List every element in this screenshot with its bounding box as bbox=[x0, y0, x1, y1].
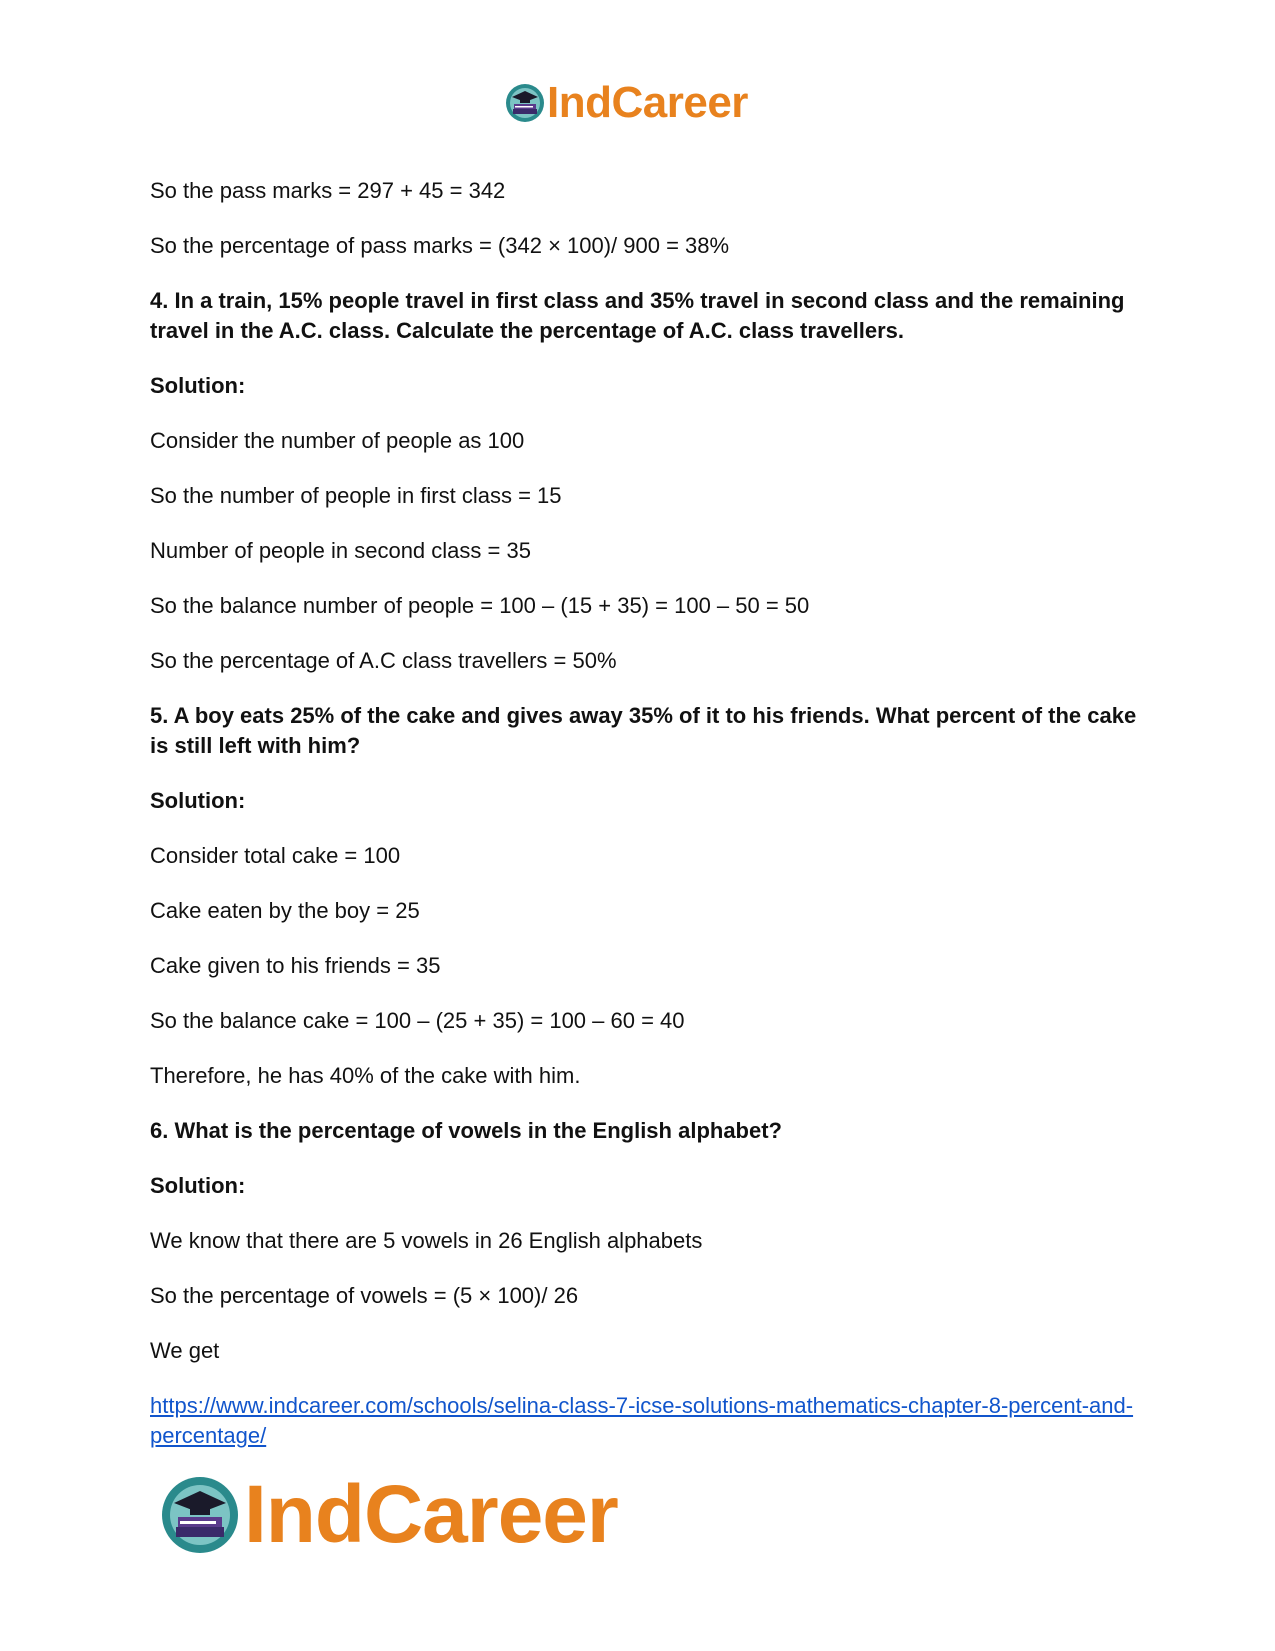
text-line: So the number of people in first class = 15 bbox=[150, 483, 562, 508]
solution-label: Solution: bbox=[150, 373, 246, 398]
text-line: Consider the number of people as 100 bbox=[150, 428, 525, 453]
text-line: So the balance number of people = 100 – (15 + 35) = 100 – 50 = 50 bbox=[150, 593, 810, 618]
text-line: So the pass marks = 297 + 45 = 342 bbox=[150, 178, 506, 203]
text-line: Number of people in second class = 35 bbox=[150, 538, 531, 563]
text-line: So the balance cake = 100 – (25 + 35) = 100 – 60 = 40 bbox=[150, 1008, 685, 1033]
text-line: Cake eaten by the boy = 25 bbox=[150, 898, 420, 923]
solution-label: Solution: bbox=[150, 1173, 246, 1198]
footer-logo-wordmark: IndCareer bbox=[244, 1469, 618, 1560]
text-line: Cake given to his friends = 35 bbox=[150, 953, 441, 978]
question-heading: 4. In a train, 15% people travel in first class and 35% travel in second class and the remaining travel in the A.C. class. Calculate the percentage of A.C. class travellers. bbox=[150, 288, 1125, 343]
graduation-books-logo-icon bbox=[505, 83, 545, 123]
text-line: So the percentage of vowels = (5 × 100)/ 26 bbox=[150, 1283, 579, 1308]
text-line: So the percentage of pass marks = (342 × 100)/ 900 = 38% bbox=[150, 233, 730, 258]
footer-logo bbox=[160, 1470, 618, 1560]
question-heading: 5. A boy eats 25% of the cake and gives away 35% of it to his friends. What percent of the cake is still left with him? bbox=[150, 703, 1137, 758]
text-line: We get bbox=[150, 1338, 220, 1363]
text-line: Consider total cake = 100 bbox=[150, 843, 401, 868]
graduation-books-logo-icon bbox=[160, 1475, 240, 1555]
text-line: We know that there are 5 vowels in 26 English alphabets bbox=[150, 1228, 703, 1253]
header-logo bbox=[505, 78, 748, 128]
source-link[interactable]: https://www.indcareer.com/schools/selina-class-7-icse-solutions-mathematics-chapter-8-percent-and-percentage/ bbox=[150, 1393, 1134, 1448]
header-logo-wordmark: IndCareer bbox=[547, 78, 748, 127]
text-line: So the percentage of A.C class travellers = 50% bbox=[150, 648, 617, 673]
text-line: Therefore, he has 40% of the cake with him. bbox=[150, 1063, 581, 1088]
solution-label: Solution: bbox=[150, 788, 246, 813]
document-body bbox=[150, 176, 1140, 1451]
question-heading: 6. What is the percentage of vowels in the English alphabet? bbox=[150, 1118, 782, 1143]
